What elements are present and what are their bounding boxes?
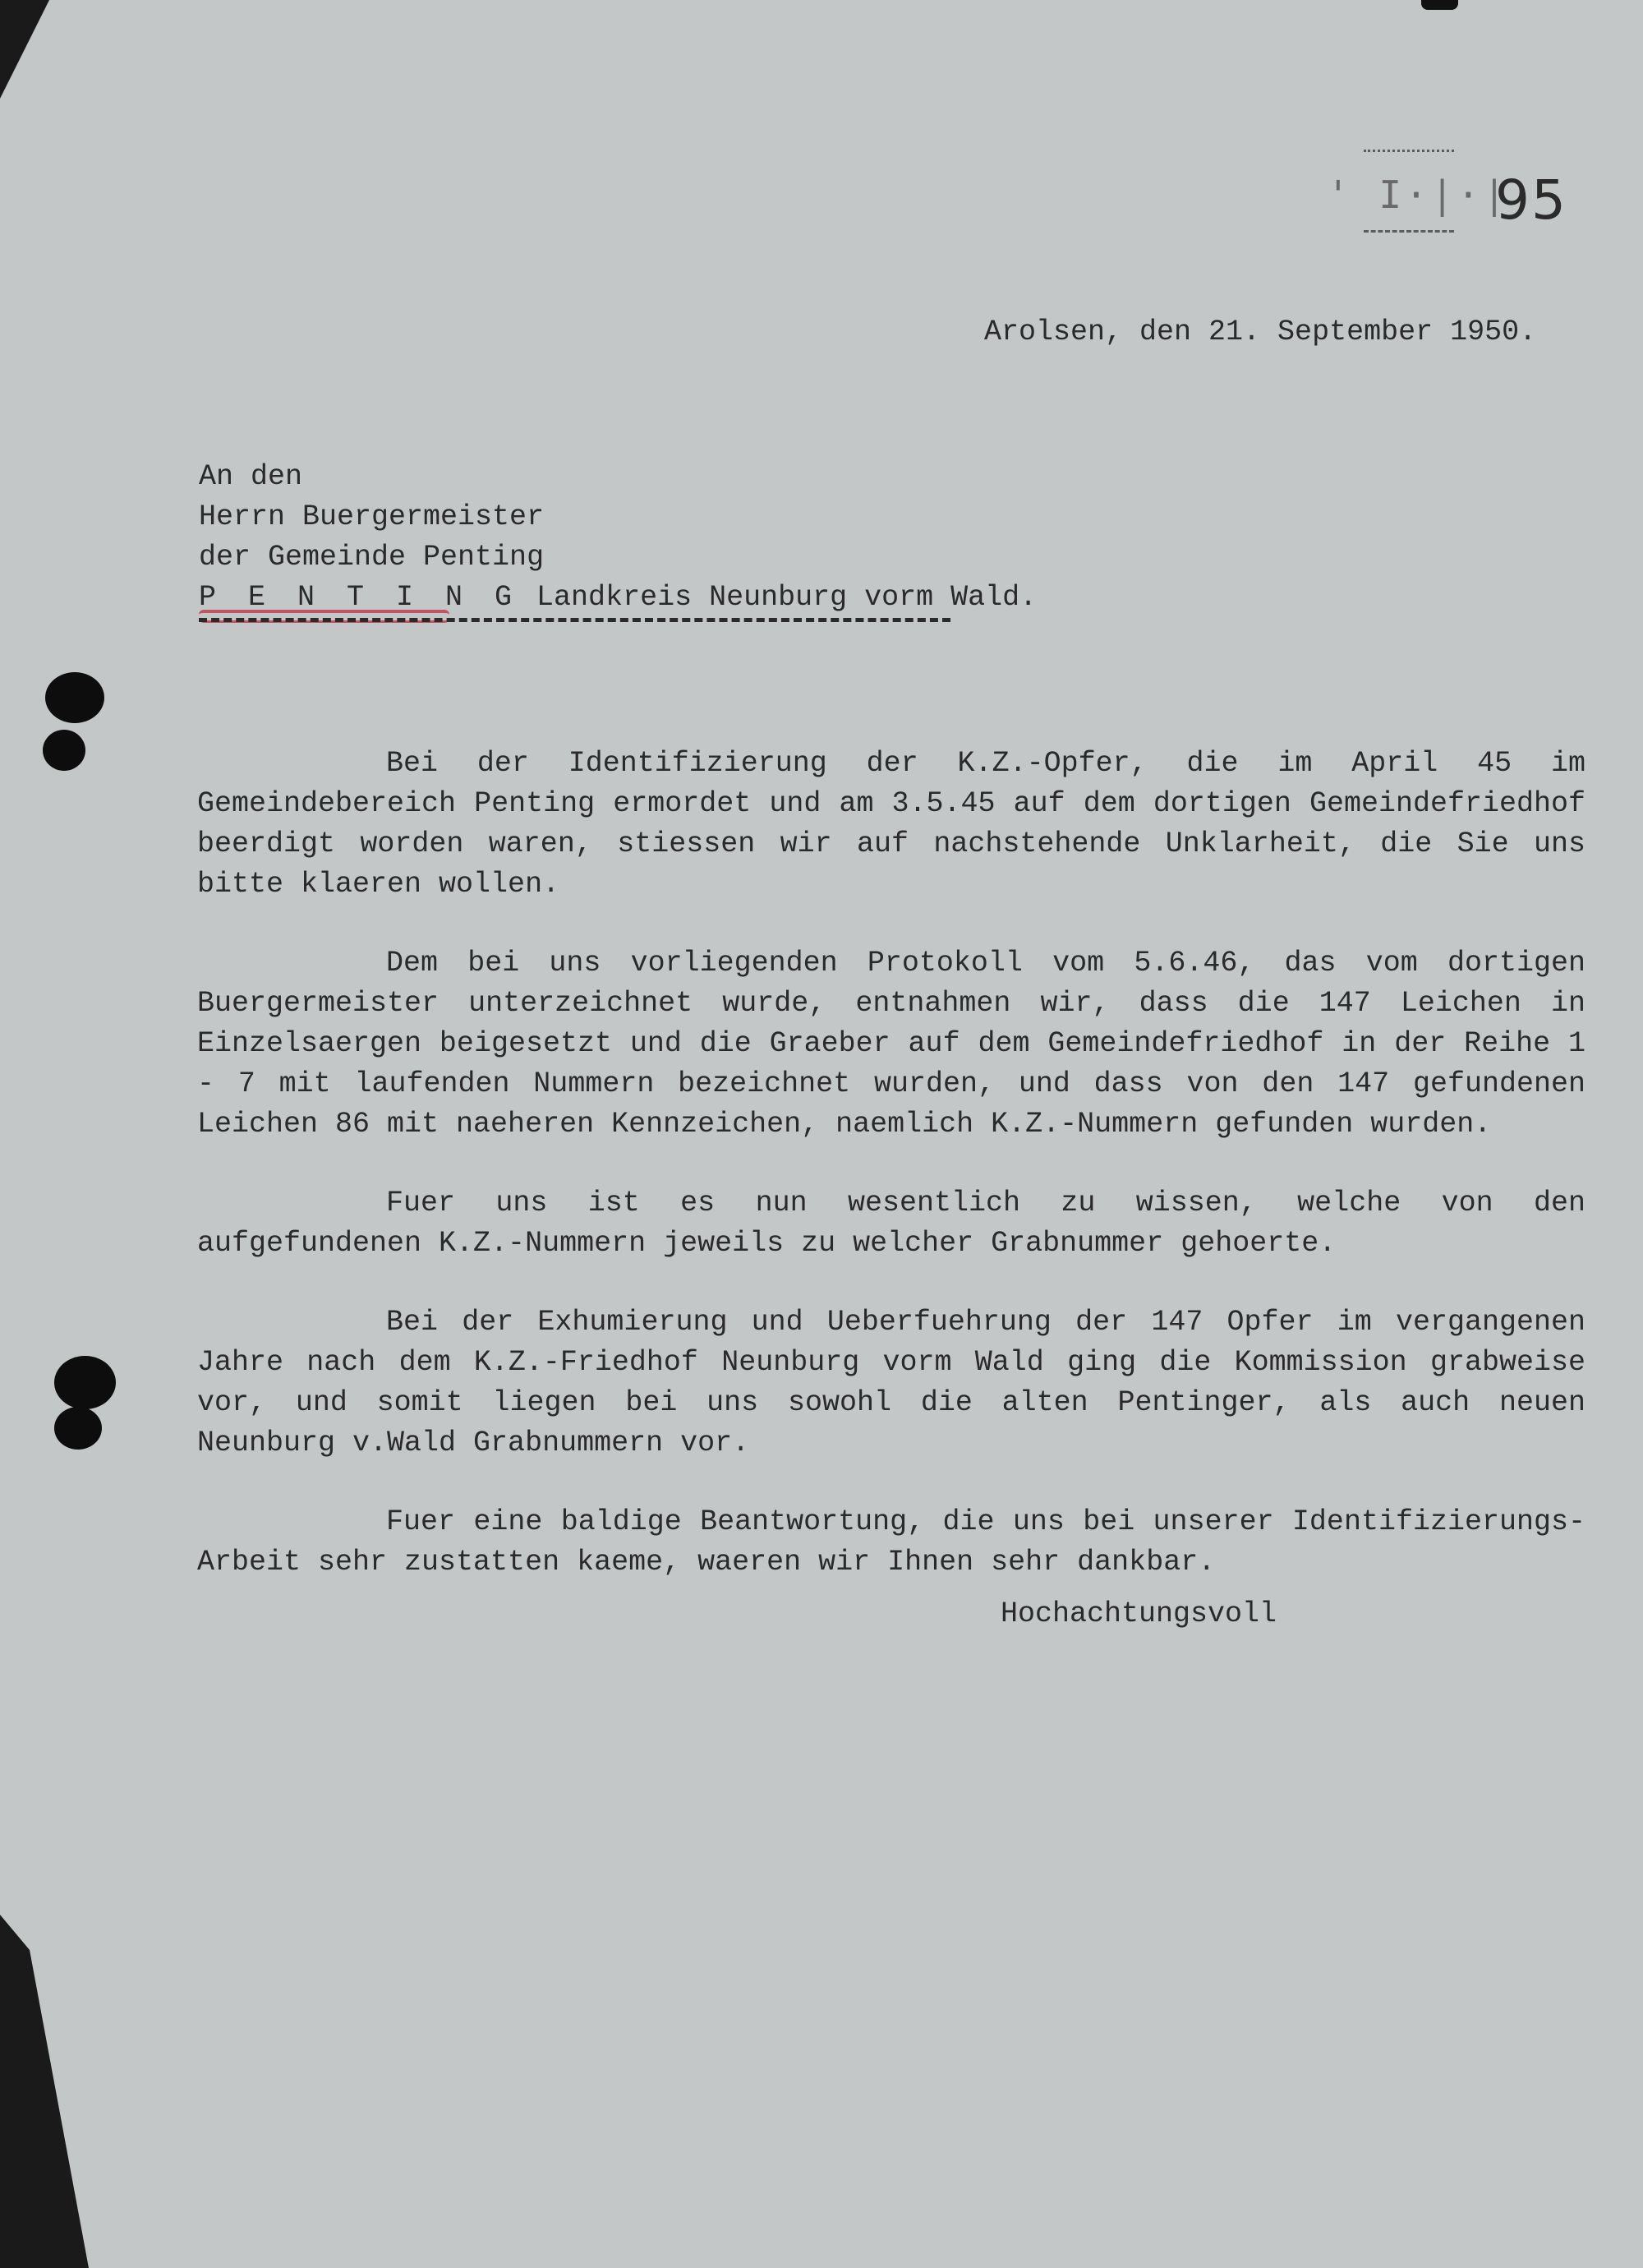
paragraph-5: Fuer eine baldige Beantwortung, die uns bei unserer Identifizierungs-Arbeit sehr zustatten kaeme, waeren wir Ihnen sehr dankbar. [197, 1505, 1585, 1579]
paragraph-3: Fuer uns ist es nun wesentlich zu wissen, welche von den aufgefundenen K.Z.-Nummern jeweils zu welcher Grabnummer gehoerte. [197, 1187, 1585, 1260]
letter-body [197, 744, 1585, 1583]
scan-edge-bottom-left [0, 1915, 99, 2268]
punch-hole-bottom-1 [54, 1356, 116, 1409]
scan-edge-top-left [0, 0, 49, 99]
paragraph-4: Bei der Exhumierung und Ueberfuehrung der 147 Opfer im vergangenen Jahre nach dem K.Z.-Friedhof Neunburg vorm Wald ging die Kommission grabweise vor, und somit liegen bei uns sowohl die alten Pentinger, als auch neuen Neunburg v.Wald Grabnummern vor. [197, 1306, 1585, 1459]
punch-hole-top-1 [45, 672, 104, 723]
stamp-dashes [1364, 230, 1454, 233]
closing: Hochachtungsvoll [1001, 1597, 1277, 1630]
paragraph-1: Bei der Identifizierung der K.Z.-Opfer, die im April 45 im Gemeindebereich Penting ermordet und am 3.5.45 auf dem dortigen Gemeindefriedhof beerdigt worden waren, stiessen wir auf nachstehende Unklarheit, die Sie uns bitte klaeren wollen. [197, 747, 1585, 901]
punch-hole-top-2 [43, 730, 85, 771]
typed-underline [199, 618, 950, 622]
page-number: 95 [1495, 168, 1567, 232]
date-line: Arolsen, den 21. September 1950. [984, 316, 1537, 348]
recipient-district: Landkreis Neunburg vorm Wald. [519, 581, 1038, 614]
punch-hole-bottom-2 [54, 1407, 102, 1450]
recipient-line-2: Herrn Buergermeister [199, 500, 545, 533]
recipient-line-1: An den [199, 460, 303, 493]
recipient-address [199, 457, 1037, 618]
scan-edge-top-right [1421, 0, 1458, 10]
stamp-dots [1364, 150, 1454, 152]
stamp-marks: ' I·|·| [1327, 173, 1509, 217]
recipient-line-3: der Gemeinde Penting [199, 541, 545, 574]
recipient-place: P E N T I N G [199, 581, 520, 614]
paragraph-2: Dem bei uns vorliegenden Protokoll vom 5.6.46, das vom dortigen Buergermeister unterzeichnet wurde, entnahmen wir, dass die 147 Leichen in Einzelsaergen beigesetzt und die Graeber auf dem Gemeindefriedhof in der Reihe 1 - 7 mit laufenden Nummern bezeichnet wurden, und dass von den 147 gefundenen Leichen 86 mit naeheren Kennzeichen, naemlich K.Z.-Nummern gefunden wurden. [197, 947, 1585, 1141]
